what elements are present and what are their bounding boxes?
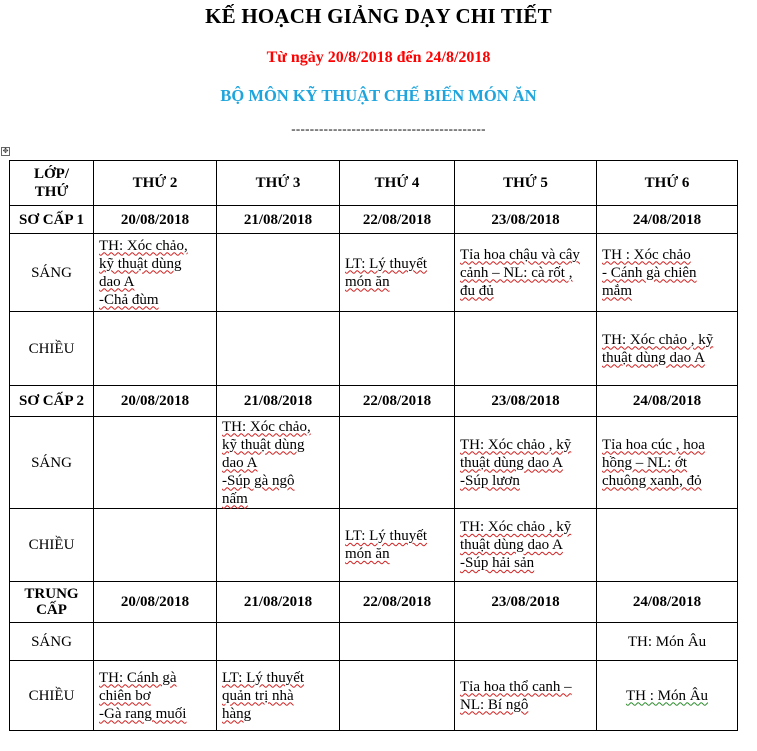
date-cell: 20/08/2018 [94,386,217,417]
schedule-cell[interactable]: TH: Cánh gà chiên bơ -Gà rang muối [94,661,217,731]
schedule-cell[interactable]: TH: Xóc chảo, kỹ thuật dùng dao A -Chả đùm [94,234,217,312]
day-header: THỨ 5 [455,161,597,206]
schedule-cell[interactable] [217,312,340,386]
schedule-cell[interactable] [94,417,217,509]
schedule-cell[interactable] [340,623,455,661]
table-move-handle-icon[interactable]: ✥ [2,147,9,155]
session-label: CHIỀU [10,312,94,386]
afternoon-row [10,312,738,386]
afternoon-row [10,509,738,582]
schedule-cell[interactable] [217,623,340,661]
afternoon-row [10,661,738,731]
date-cell: 22/08/2018 [340,582,455,623]
morning-row [10,234,738,312]
date-cell: 24/08/2018 [597,386,738,417]
schedule-cell[interactable] [94,623,217,661]
date-cell: 21/08/2018 [217,582,340,623]
schedule-cell[interactable]: TH: Xóc chảo , kỹ thuật dùng dao A -Súp lươn [455,417,597,509]
date-cell: 21/08/2018 [217,206,340,234]
corner-header-cell: LỚP/ THỨ [10,161,94,206]
level-date-row [10,206,738,234]
schedule-cell[interactable]: Tỉa hoa cúc , hoa hồng – NL: ớt chuông xanh, đỏ [597,417,738,509]
day-header: THỨ 4 [340,161,455,206]
morning-row [10,417,738,509]
date-cell: 20/08/2018 [94,582,217,623]
schedule-cell[interactable]: Tỉa hoa chậu và cây cảnh – NL: cà rốt , đu đủ [455,234,597,312]
session-label: SÁNG [10,417,94,509]
date-cell: 23/08/2018 [455,206,597,234]
schedule-cell[interactable] [94,509,217,582]
date-cell: 22/08/2018 [340,386,455,417]
session-label: SÁNG [10,234,94,312]
schedule-table [9,160,738,731]
schedule-cell[interactable] [217,234,340,312]
date-cell: 24/08/2018 [597,206,738,234]
schedule-cell[interactable] [340,661,455,731]
level-label: TRUNG CẤP [10,582,94,623]
session-label: CHIỀU [10,509,94,582]
session-label: SÁNG [10,623,94,661]
document-title: KẾ HOẠCH GIẢNG DẠY CHI TIẾT [205,4,552,28]
schedule-cell[interactable]: TH: Xóc chảo , kỹ thuật dùng dao A [597,312,738,386]
date-cell: 23/08/2018 [455,582,597,623]
schedule-cell[interactable]: TH: Xóc chảo, kỹ thuật dùng dao A -Súp gà ngô nấm [217,417,340,509]
level-label: SƠ CẤP 1 [10,206,94,234]
date-cell: 22/08/2018 [340,206,455,234]
schedule-cell[interactable] [94,312,217,386]
schedule-cell[interactable]: Tỉa hoa thổ canh – NL: Bí ngô [455,661,597,731]
level-label: SƠ CẤP 2 [10,386,94,417]
schedule-cell[interactable] [597,509,738,582]
schedule-cell[interactable]: TH : Món Âu [597,661,738,731]
schedule-cell[interactable] [340,312,455,386]
date-cell: 24/08/2018 [597,582,738,623]
schedule-cell[interactable] [340,417,455,509]
schedule-cell[interactable] [455,312,597,386]
day-header: THỨ 2 [94,161,217,206]
schedule-cell[interactable]: LT: Lý thuyết món ăn [340,509,455,582]
date-range-subtitle: Từ ngày 20/8/2018 đến 24/8/2018 [266,49,491,66]
level-date-row [10,386,738,417]
schedule-cell[interactable]: TH: Món Âu [597,623,738,661]
schedule-cell[interactable] [455,623,597,661]
schedule-cell[interactable]: LT: Lý thuyết món ăn [340,234,455,312]
session-label: CHIỀU [10,661,94,731]
date-cell: 23/08/2018 [455,386,597,417]
morning-row [10,623,738,661]
day-header: THỨ 6 [597,161,738,206]
date-cell: 21/08/2018 [217,386,340,417]
day-header: THỨ 3 [217,161,340,206]
department-heading: BỘ MÔN KỸ THUẬT CHẾ BIẾN MÓN ĂN [220,86,537,105]
schedule-cell[interactable] [217,509,340,582]
date-cell: 20/08/2018 [94,206,217,234]
level-date-row [10,582,738,623]
schedule-cell[interactable]: TH: Xóc chảo , kỹ thuật dùng dao A -Súp hải sản [455,509,597,582]
header-row [10,161,738,206]
schedule-cell[interactable]: TH : Xóc chảo - Cánh gà chiên mắm [597,234,738,312]
divider-line: ------------------------------------------ [291,121,486,136]
schedule-cell[interactable]: LT: Lý thuyết quản trị nhà hàng [217,661,340,731]
